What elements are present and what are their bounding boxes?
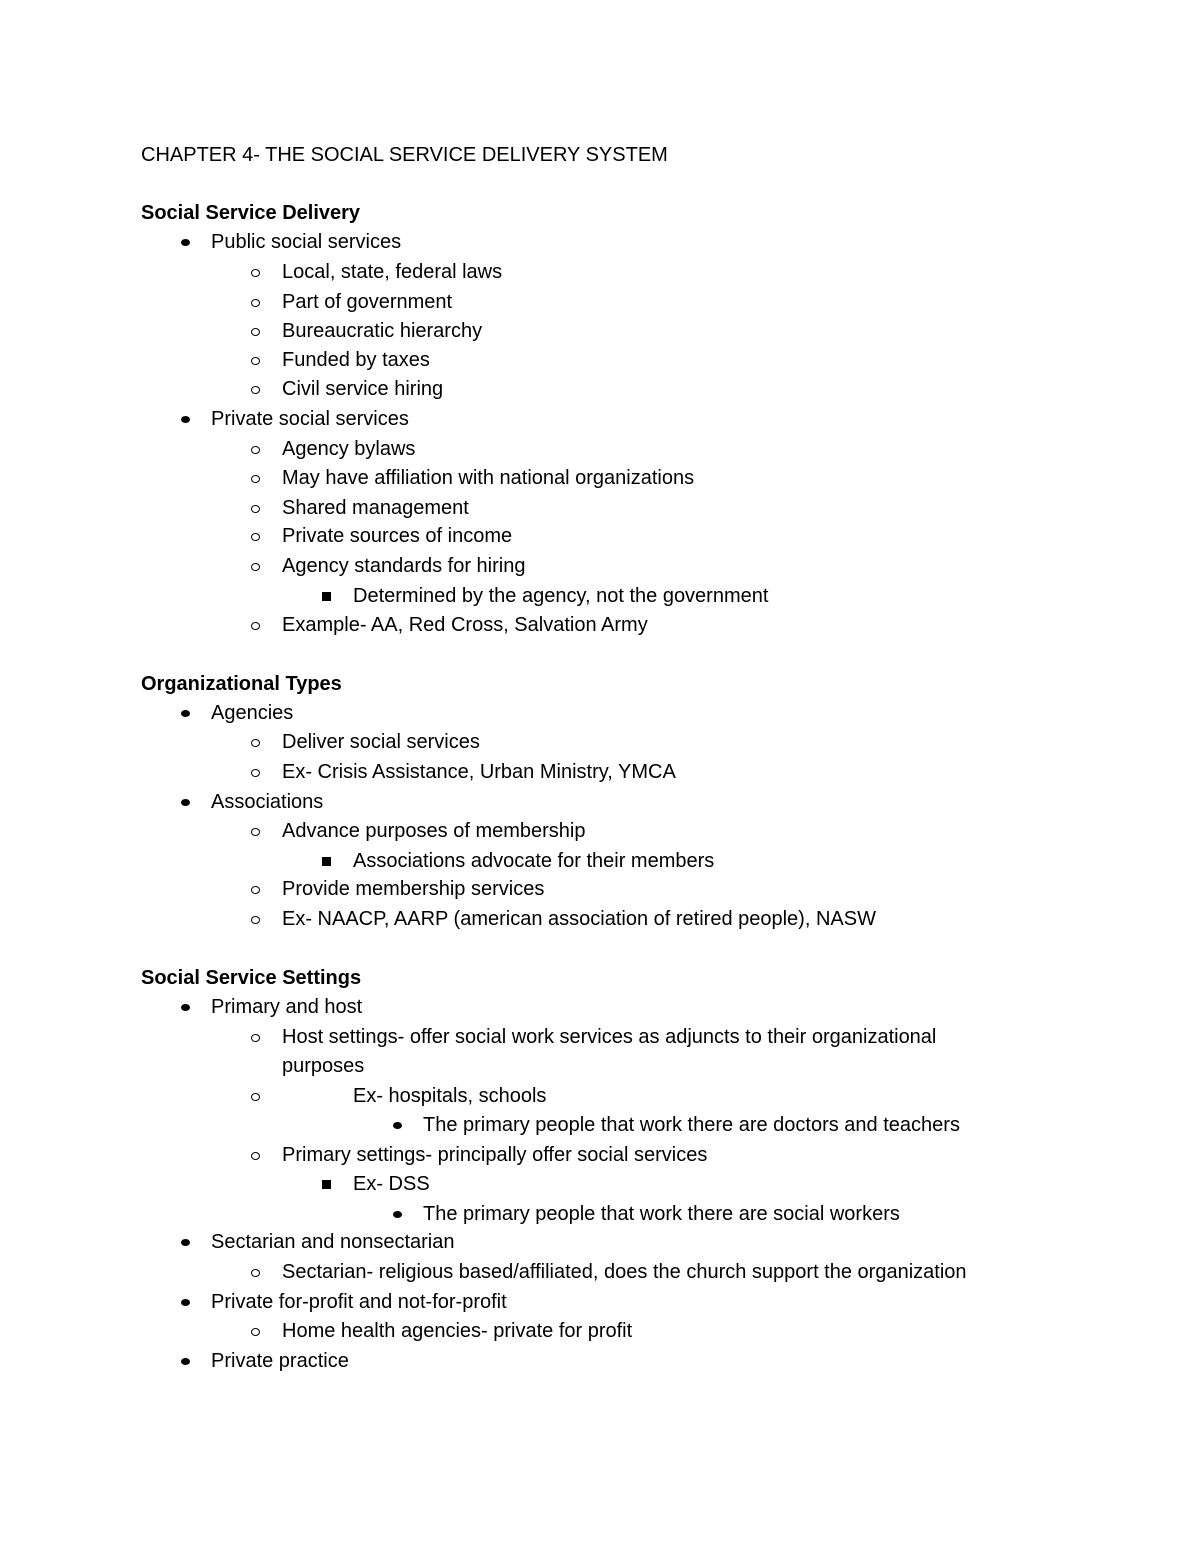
list-item: Ex- NAACP, AARP (american association of retired people), NASW — [247, 906, 876, 932]
list-item: Primary and host — [176, 994, 362, 1020]
list-item: Ex- hospitals, schools — [247, 1083, 546, 1109]
list-item: Civil service hiring — [247, 376, 443, 402]
list-item: Agency standards for hiring — [247, 553, 525, 579]
list-item: Shared management — [247, 495, 469, 521]
list-item: Determined by the agency, not the government — [318, 583, 768, 609]
bullet-circle-icon — [247, 436, 267, 462]
bullet-square-icon — [318, 1171, 338, 1197]
bullet-circle-icon — [247, 376, 267, 402]
list-item: Associations advocate for their members — [318, 848, 714, 874]
bullet-circle-icon — [247, 612, 267, 638]
bullet-dot-icon — [176, 1348, 196, 1374]
bullet-circle-icon — [247, 465, 267, 491]
bullet-circle-icon — [247, 1024, 267, 1050]
list-item: Agency bylaws — [247, 436, 415, 462]
bullet-circle-icon — [247, 553, 267, 579]
bullet-dot-icon — [388, 1201, 408, 1227]
list-item: Ex- DSS — [318, 1171, 430, 1197]
list-item: Advance purposes of membership — [247, 818, 586, 844]
bullet-circle-icon — [247, 818, 267, 844]
bullet-dot-icon — [176, 994, 196, 1020]
list-item: Associations — [176, 789, 323, 815]
bullet-dot-icon — [176, 700, 196, 726]
bullet-circle-icon — [247, 259, 267, 285]
list-item: The primary people that work there are doctors and teachers — [388, 1112, 960, 1138]
bullet-circle-icon — [247, 318, 267, 344]
list-item: Primary settings- principally offer social services — [247, 1142, 707, 1168]
bullet-circle-icon — [247, 1142, 267, 1168]
list-item: Part of government — [247, 289, 452, 315]
section-heading-delivery: Social Service Delivery — [141, 202, 361, 224]
bullet-square-icon — [318, 848, 338, 874]
bullet-circle-icon — [247, 523, 267, 549]
list-item: Agencies — [176, 700, 293, 726]
list-item: Home health agencies- private for profit — [247, 1318, 632, 1344]
bullet-circle-icon — [247, 289, 267, 315]
list-item: Example- AA, Red Cross, Salvation Army — [247, 612, 648, 638]
list-item: Sectarian and nonsectarian — [176, 1229, 455, 1255]
list-item: Funded by taxes — [247, 347, 430, 373]
bullet-square-icon — [318, 583, 338, 609]
list-item: Private for-profit and not-for-profit — [176, 1289, 507, 1315]
list-item: Bureaucratic hierarchy — [247, 318, 482, 344]
list-item: Ex- Crisis Assistance, Urban Ministry, YMCA — [247, 759, 676, 785]
section-heading-settings: Social Service Settings — [141, 967, 362, 989]
list-item: Public social services — [176, 229, 401, 255]
bullet-dot-icon — [176, 1229, 196, 1255]
list-item: The primary people that work there are social workers — [388, 1201, 900, 1227]
bullet-circle-icon — [247, 1259, 267, 1285]
bullet-dot-icon — [176, 229, 196, 255]
list-item: Private social services — [176, 406, 409, 432]
list-item-continuation: purposes — [282, 1055, 365, 1077]
bullet-circle-icon — [247, 347, 267, 373]
bullet-circle-icon — [247, 495, 267, 521]
bullet-dot-icon — [176, 406, 196, 432]
list-item: Provide membership services — [247, 876, 544, 902]
bullet-dot-icon — [176, 789, 196, 815]
list-item: May have affiliation with national organizations — [247, 465, 694, 491]
bullet-circle-icon — [247, 1318, 267, 1344]
list-item: Private practice — [176, 1348, 349, 1374]
bullet-dot-icon — [176, 1289, 196, 1315]
list-item: Host settings- offer social work services as adjuncts to their organizational — [247, 1024, 936, 1050]
list-item: Private sources of income — [247, 523, 512, 549]
section-heading-types: Organizational Types — [141, 673, 342, 695]
bullet-dot-icon — [388, 1112, 408, 1138]
bullet-circle-icon — [247, 906, 267, 932]
bullet-circle-icon — [247, 876, 267, 902]
list-item: Local, state, federal laws — [247, 259, 502, 285]
list-item: Deliver social services — [247, 729, 480, 755]
page-title: CHAPTER 4- THE SOCIAL SERVICE DELIVERY SYSTEM — [141, 144, 668, 166]
bullet-circle-icon — [247, 759, 267, 785]
bullet-circle-icon — [247, 1083, 267, 1109]
bullet-circle-icon — [247, 729, 267, 755]
list-item: Sectarian- religious based/affiliated, does the church support the organization — [247, 1259, 967, 1285]
